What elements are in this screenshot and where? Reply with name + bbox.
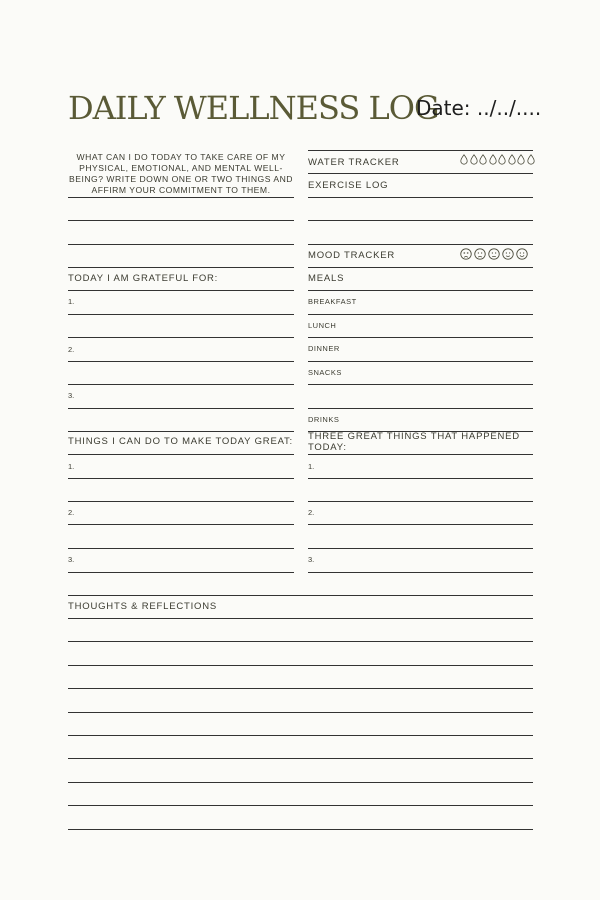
water-drops	[460, 154, 535, 165]
grateful-number-3: 3.	[68, 391, 75, 400]
writing-line[interactable]	[308, 314, 533, 315]
section-line	[308, 454, 533, 455]
great-today-number-1: 1.	[68, 462, 75, 471]
water-drop-icon[interactable]	[479, 154, 487, 165]
water-tracker-heading: WATER TRACKER	[308, 157, 400, 168]
writing-line[interactable]	[68, 548, 294, 549]
three-great-things-heading: THREE GREAT THINGS THAT HAPPENED TODAY:	[308, 431, 520, 453]
writing-line[interactable]	[308, 220, 533, 221]
writing-line[interactable]	[68, 408, 294, 409]
water-drop-icon[interactable]	[470, 154, 478, 165]
three-things-number-3: 3.	[308, 555, 315, 564]
writing-line[interactable]	[68, 524, 294, 525]
neutral-face-icon[interactable]	[488, 248, 500, 260]
water-drop-icon[interactable]	[498, 154, 506, 165]
section-line	[308, 267, 533, 268]
writing-line[interactable]	[68, 478, 294, 479]
self-care-prompt: WHAT CAN I DO TODAY TO TAKE CARE OF MY PHYSICAL, EMOTIONAL, AND MENTAL WELL-BEING? WRITE DOWN ONE OR TWO THINGS AND AFFIRM YOUR COMMITMENT TO THEM.	[68, 152, 293, 195]
writing-line[interactable]	[308, 384, 533, 385]
writing-line[interactable]	[68, 384, 294, 385]
reflection-writing-line[interactable]	[68, 758, 533, 759]
writing-line[interactable]	[68, 337, 294, 338]
great-today-number-2: 2.	[68, 508, 75, 517]
exercise-log-heading: EXERCISE LOG	[308, 180, 389, 191]
writing-line[interactable]	[308, 197, 533, 198]
writing-line[interactable]	[308, 478, 533, 479]
water-drop-icon[interactable]	[460, 154, 468, 165]
reflection-writing-line[interactable]	[68, 782, 533, 783]
reflection-writing-line[interactable]	[68, 712, 533, 713]
water-drop-icon[interactable]	[508, 154, 516, 165]
mood-faces	[460, 248, 528, 260]
writing-line[interactable]	[308, 548, 533, 549]
writing-line[interactable]	[308, 337, 533, 338]
reflection-writing-line[interactable]	[68, 688, 533, 689]
writing-line[interactable]	[68, 431, 294, 432]
drinks-label: DRINKS	[308, 415, 340, 424]
reflection-writing-line[interactable]	[68, 665, 533, 666]
water-drop-icon[interactable]	[517, 154, 525, 165]
writing-line[interactable]	[68, 361, 294, 362]
meals-heading: MEALS	[308, 273, 345, 284]
mood-tracker-heading: MOOD TRACKER	[308, 250, 396, 261]
snacks-label: SNACKS	[308, 368, 342, 377]
thoughts-heading: THOUGHTS & REFLECTIONS	[68, 601, 218, 612]
very-sad-face-icon[interactable]	[460, 248, 472, 260]
section-line	[308, 290, 533, 291]
writing-line[interactable]	[308, 524, 533, 525]
section-line	[68, 595, 533, 596]
page-title: DAILY WELLNESS LOG	[68, 89, 439, 127]
writing-line[interactable]	[68, 267, 294, 268]
reflection-writing-line[interactable]	[68, 829, 533, 830]
writing-line[interactable]	[308, 501, 533, 502]
writing-line[interactable]	[308, 408, 533, 409]
happy-face-icon[interactable]	[516, 248, 528, 260]
section-line	[308, 173, 533, 174]
reflection-writing-line[interactable]	[68, 641, 533, 642]
writing-line[interactable]	[308, 361, 533, 362]
reflection-writing-line[interactable]	[68, 735, 533, 736]
smile-face-icon[interactable]	[502, 248, 514, 260]
great-today-heading: THINGS I CAN DO TO MAKE TODAY GREAT:	[68, 436, 293, 447]
writing-line[interactable]	[68, 220, 294, 221]
writing-line[interactable]	[68, 501, 294, 502]
writing-line[interactable]	[68, 244, 294, 245]
writing-line[interactable]	[308, 244, 533, 245]
lunch-label: LUNCH	[308, 321, 337, 330]
water-drop-icon[interactable]	[489, 154, 497, 165]
writing-line[interactable]	[68, 572, 294, 573]
grateful-number-1: 1.	[68, 297, 75, 306]
breakfast-label: BREAKFAST	[308, 297, 357, 306]
grateful-heading: TODAY I AM GRATEFUL FOR:	[68, 273, 219, 284]
grateful-number-2: 2.	[68, 345, 75, 354]
reflection-writing-line[interactable]	[68, 618, 533, 619]
writing-line[interactable]	[68, 314, 294, 315]
dinner-label: DINNER	[308, 344, 340, 353]
writing-line[interactable]	[308, 572, 533, 573]
reflection-writing-line[interactable]	[68, 805, 533, 806]
great-today-number-3: 3.	[68, 555, 75, 564]
three-things-number-1: 1.	[308, 462, 315, 471]
section-line	[68, 290, 294, 291]
section-line	[68, 454, 294, 455]
prompt-underline	[68, 197, 294, 198]
three-things-number-2: 2.	[308, 508, 315, 517]
date-field[interactable]: Date: ../../....	[416, 96, 542, 120]
sad-face-icon[interactable]	[474, 248, 486, 260]
water-drop-icon[interactable]	[527, 154, 535, 165]
section-line	[308, 150, 533, 151]
